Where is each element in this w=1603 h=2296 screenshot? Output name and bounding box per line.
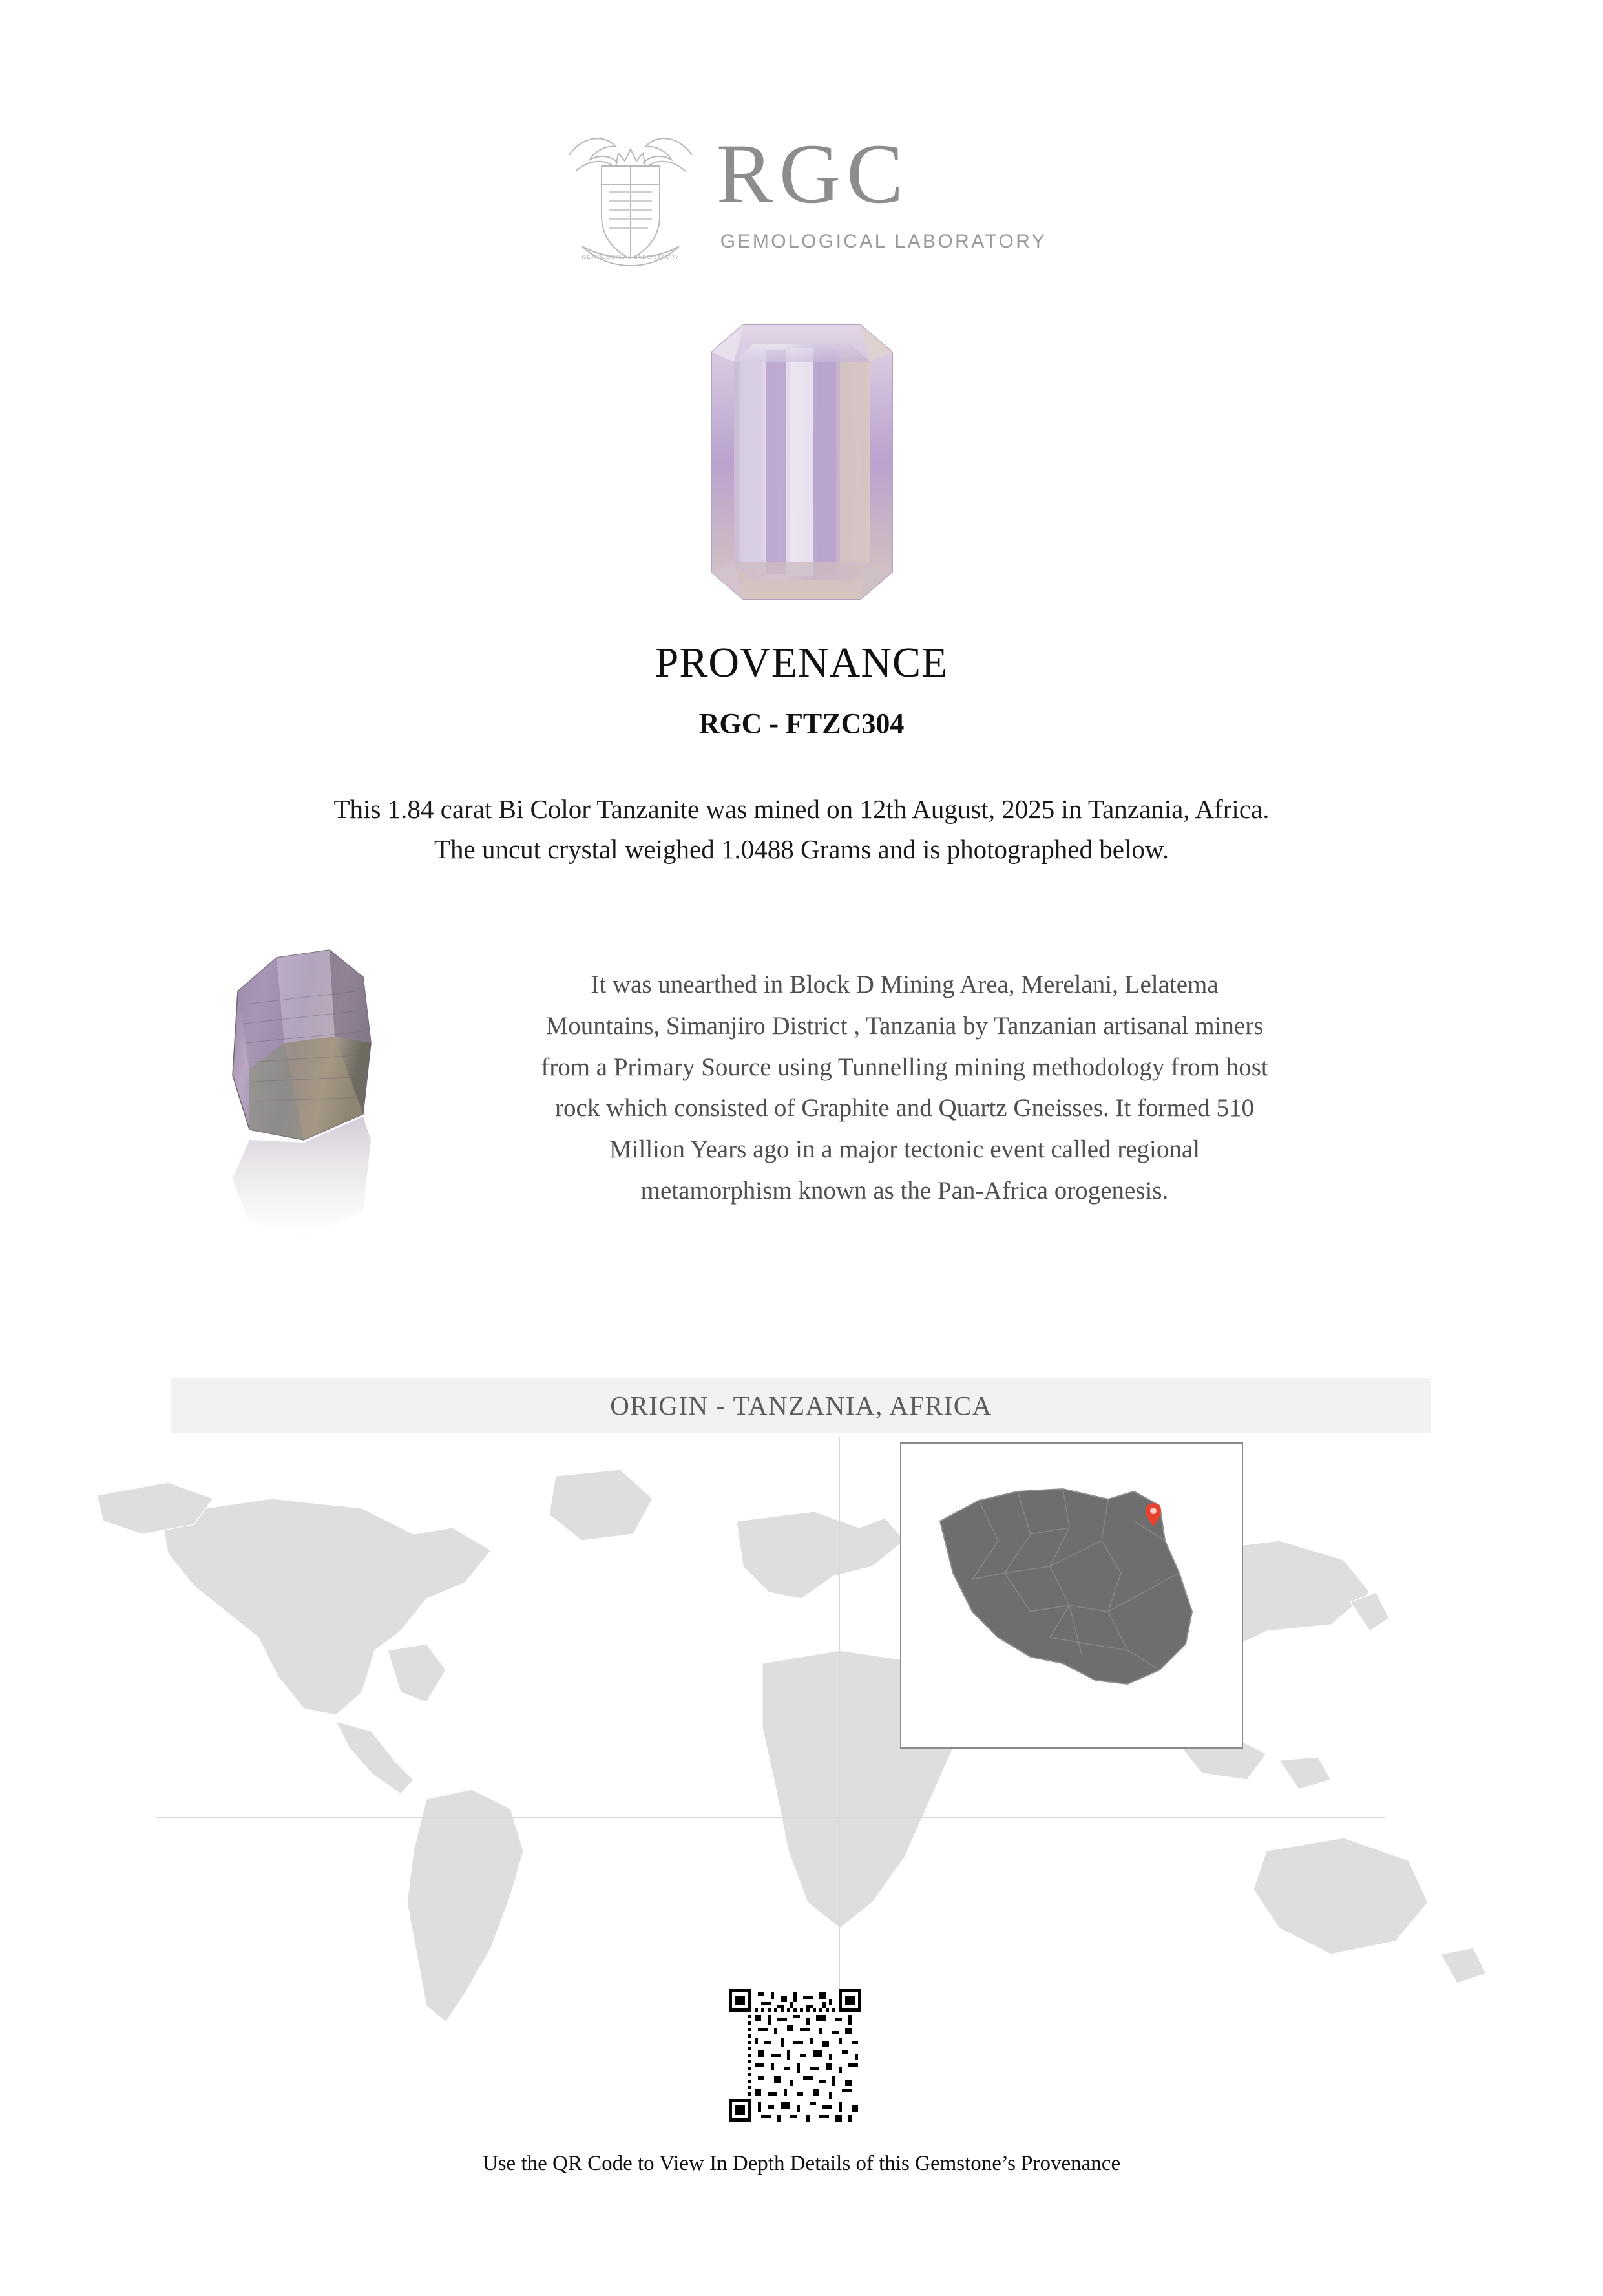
intro-paragraph <box>194 789 1409 870</box>
crystal-section <box>0 946 1603 1340</box>
qr-code[interactable] <box>729 1989 861 2122</box>
rough-crystal-photograph <box>226 946 498 1340</box>
brand-wordmark <box>717 120 1047 253</box>
origin-banner: ORIGIN - TANZANIA, AFRICA <box>171 1378 1431 1433</box>
heraldic-crest-icon <box>556 120 705 278</box>
provenance-description: It was unearthed in Block D Mining Area, Merelani, Lelatema Mountains, Simanjiro District , Tanzania by Tanzanian artisanal miners from a Primary Source using Tunnelling mining methodology from host rock which consisted of Graphite and Quartz Gneisses. It formed 510 Million Years ago in a major tectonic event called regional metamorphism known as the Pan-Africa orogenesis. <box>541 970 1268 1205</box>
report-number: RGC - FTZC304 <box>698 708 905 739</box>
intro-line-1: This 1.84 carat Bi Color Tanzanite was mined on 12th August, 2025 in Tanzania, Africa. <box>333 794 1270 824</box>
world-map <box>0 1437 1603 2058</box>
faceted-gemstone-image <box>673 317 931 607</box>
page-title: PROVENANCE <box>655 639 948 686</box>
origin-map-section <box>0 1437 1603 2058</box>
brand-logo <box>556 120 1047 278</box>
tanzania-inset-map <box>900 1442 1243 1749</box>
gemstone-photo-container <box>0 317 1603 607</box>
qr-caption: Use the QR Code to View In Depth Details of this Gemstone’s Provenance <box>482 2152 1121 2175</box>
brand-subtitle: GEMOLOGICAL LABORATORY <box>720 231 1047 252</box>
map-crosshair-horizontal <box>156 1817 1385 1818</box>
intro-line-2: The uncut crystal weighed 1.0488 Grams and is photographed below. <box>434 834 1169 865</box>
document-header <box>0 0 1603 278</box>
brand-name: RGC <box>716 126 910 221</box>
svg-text:GEMOLOGICAL LABORATORY: GEMOLOGICAL LABORATORY <box>581 254 680 260</box>
map-crosshair-vertical <box>839 1437 840 2058</box>
